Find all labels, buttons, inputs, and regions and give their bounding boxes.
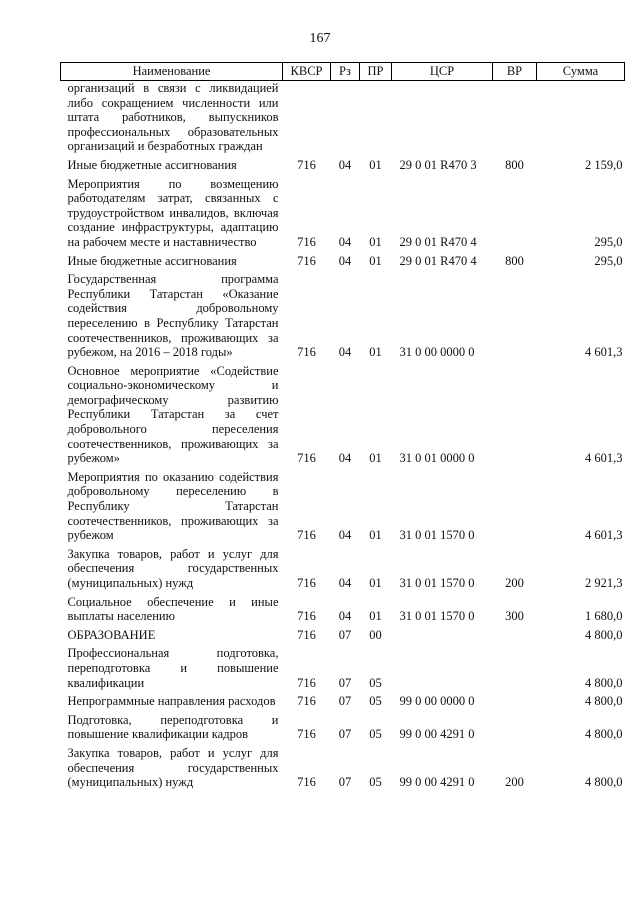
cell-rz: 04 bbox=[338, 528, 352, 543]
cell-name: Непрограммные направления расходов bbox=[67, 694, 276, 709]
cell-kvsr bbox=[283, 81, 331, 155]
cell-name: Мероприятия по возмещению работодателям затрат, связанных с трудоустройством инвалидов, включая создание инфраструктуры, адаптацию на рабочем месте и наставничество bbox=[67, 176, 279, 249]
cell-name: Государственная программа Республики Татарстан «Оказание содействия добровольному переселению в Республику Татарстан соотечественников, проживающих за рубежом, на 2016 – 2018 годы» bbox=[67, 272, 279, 360]
table-row bbox=[61, 81, 625, 155]
cell-csr: 31 0 00 0000 0 bbox=[399, 345, 475, 360]
cell-vr bbox=[493, 710, 537, 743]
cell-rz: 07 bbox=[338, 727, 352, 742]
cell-rz: 07 bbox=[338, 775, 352, 790]
table-row bbox=[61, 269, 625, 361]
table-row bbox=[61, 251, 625, 270]
cell-csr: 99 0 00 4291 0 bbox=[399, 727, 475, 742]
cell-vr bbox=[493, 643, 537, 691]
table-row bbox=[61, 467, 625, 544]
cell-pr: 01 bbox=[369, 345, 382, 360]
cell-pr: 01 bbox=[369, 234, 382, 249]
header-csr: ЦСР bbox=[392, 63, 493, 81]
cell-vr: 200 bbox=[505, 775, 524, 790]
table-row bbox=[61, 743, 625, 791]
cell-sum: 4 800,0 bbox=[585, 675, 623, 690]
cell-name: Иные бюджетные ассигнования bbox=[67, 157, 237, 172]
cell-kvsr: 716 bbox=[297, 253, 316, 268]
cell-vr: 200 bbox=[505, 576, 524, 590]
cell-rz: 07 bbox=[338, 627, 352, 642]
cell-pr: 05 bbox=[369, 727, 382, 742]
cell-csr: 31 0 01 1570 0 bbox=[399, 576, 475, 590]
cell-csr: 29 0 01 R470 3 bbox=[399, 157, 477, 172]
cell-rz: 04 bbox=[338, 234, 352, 249]
cell-csr: 29 0 01 R470 4 bbox=[399, 234, 477, 249]
cell-pr: 01 bbox=[369, 576, 382, 590]
cell-kvsr: 716 bbox=[297, 451, 316, 466]
cell-sum: 2 159,0 bbox=[585, 157, 623, 172]
table-header-row bbox=[61, 63, 625, 81]
cell-kvsr: 716 bbox=[297, 234, 316, 249]
cell-vr: 300 bbox=[505, 609, 524, 624]
cell-pr: 01 bbox=[369, 528, 382, 543]
cell-sum: 4 601,3 bbox=[585, 451, 623, 466]
cell-csr: 31 0 01 0000 0 bbox=[399, 451, 475, 466]
cell-sum bbox=[537, 81, 625, 155]
cell-vr: 800 bbox=[505, 253, 524, 268]
cell-sum: 4 601,3 bbox=[585, 345, 623, 360]
table-row bbox=[61, 174, 625, 251]
table-row bbox=[61, 592, 625, 625]
table-row bbox=[61, 643, 625, 691]
cell-csr: 99 0 00 0000 0 bbox=[399, 694, 475, 709]
cell-csr bbox=[392, 643, 493, 691]
cell-pr: 05 bbox=[369, 675, 382, 690]
cell-pr: 05 bbox=[369, 775, 382, 790]
cell-vr bbox=[493, 467, 537, 544]
cell-sum: 295,0 bbox=[594, 234, 623, 249]
cell-kvsr: 716 bbox=[297, 775, 316, 790]
cell-sum: 4 800,0 bbox=[585, 775, 623, 790]
table-row bbox=[61, 691, 625, 710]
cell-csr: 99 0 00 4291 0 bbox=[399, 775, 475, 790]
cell-rz bbox=[331, 81, 360, 155]
cell-rz: 04 bbox=[338, 609, 352, 624]
cell-csr: 31 0 01 1570 0 bbox=[399, 528, 475, 543]
cell-rz: 04 bbox=[338, 253, 352, 268]
cell-name: Мероприятия по оказанию содействия добровольному переселению в Республику Татарстан соотечественников, проживающих за рубежом bbox=[67, 469, 279, 543]
header-kvsr: КВСР bbox=[283, 63, 331, 81]
cell-pr: 00 bbox=[369, 627, 382, 642]
cell-rz: 07 bbox=[338, 675, 352, 690]
cell-sum: 295,0 bbox=[594, 253, 623, 268]
cell-sum: 1 680,0 bbox=[585, 609, 623, 624]
cell-pr: 01 bbox=[369, 451, 382, 466]
cell-csr bbox=[392, 81, 493, 155]
cell-sum: 4 601,3 bbox=[585, 528, 623, 543]
cell-vr bbox=[493, 691, 537, 710]
cell-rz: 04 bbox=[338, 345, 352, 360]
cell-pr: 01 bbox=[369, 609, 382, 624]
table-row bbox=[61, 710, 625, 743]
header-name: Наименование bbox=[61, 63, 283, 81]
cell-name: Закупка товаров, работ и услуг для обеспечения государственных (муниципальных) нужд bbox=[67, 745, 279, 790]
cell-kvsr: 716 bbox=[297, 675, 316, 690]
cell-name: Социальное обеспечение и иные выплаты населению bbox=[67, 594, 279, 624]
cell-vr bbox=[493, 269, 537, 361]
cell-vr bbox=[493, 625, 537, 644]
cell-name: организаций в связи с ликвидацией либо сокращением численности или штата работников, выпускников профессиональных образовательных организаций и безработных граждан bbox=[67, 81, 279, 154]
cell-csr: 31 0 01 1570 0 bbox=[399, 609, 475, 624]
table-row bbox=[61, 625, 625, 644]
header-vr: ВР bbox=[493, 63, 537, 81]
page-number: 167 bbox=[309, 31, 331, 46]
cell-kvsr: 716 bbox=[297, 694, 316, 709]
header-pr: ПР bbox=[360, 63, 392, 81]
table-row bbox=[61, 361, 625, 467]
cell-sum: 4 800,0 bbox=[585, 694, 623, 709]
cell-name: Профессиональная подготовка, переподготовка и повышение квалификации bbox=[67, 646, 279, 690]
cell-vr bbox=[493, 81, 537, 155]
cell-kvsr: 716 bbox=[297, 627, 316, 642]
cell-pr bbox=[360, 81, 392, 155]
cell-kvsr: 716 bbox=[297, 609, 316, 624]
cell-sum: 2 921,3 bbox=[585, 576, 623, 590]
header-sum: Сумма bbox=[537, 63, 625, 81]
header-rz: Рз bbox=[331, 63, 360, 81]
cell-kvsr: 716 bbox=[297, 576, 316, 590]
cell-rz: 04 bbox=[338, 157, 352, 172]
table-row bbox=[61, 544, 625, 592]
cell-kvsr: 716 bbox=[297, 157, 316, 172]
cell-name: ОБРАЗОВАНИЕ bbox=[67, 627, 156, 642]
cell-rz: 04 bbox=[338, 451, 352, 466]
table-row bbox=[61, 155, 625, 174]
cell-kvsr: 716 bbox=[297, 528, 316, 543]
cell-sum: 4 800,0 bbox=[585, 627, 623, 642]
cell-kvsr: 716 bbox=[297, 345, 316, 360]
cell-vr bbox=[493, 361, 537, 467]
cell-kvsr: 716 bbox=[297, 727, 316, 742]
cell-vr bbox=[493, 174, 537, 251]
table-body bbox=[61, 81, 625, 791]
cell-pr: 05 bbox=[369, 694, 382, 709]
cell-sum: 4 800,0 bbox=[585, 727, 623, 742]
cell-name: Закупка товаров, работ и услуг для обеспечения государственных (муниципальных) нужд bbox=[67, 546, 279, 590]
cell-name: Подготовка, переподготовка и повышение квалификации кадров bbox=[67, 712, 279, 742]
cell-pr: 01 bbox=[369, 157, 382, 172]
cell-name: Иные бюджетные ассигнования bbox=[67, 253, 237, 268]
cell-csr bbox=[392, 625, 493, 644]
cell-name: Основное мероприятие «Содействие социально-экономическому и демографическому развитию Республики Татарстан за счет добровольного переселения соотечественников, проживающих за рубежом» bbox=[67, 363, 279, 466]
cell-rz: 07 bbox=[338, 694, 352, 709]
budget-table bbox=[60, 62, 625, 791]
cell-rz: 04 bbox=[338, 576, 352, 590]
cell-csr: 29 0 01 R470 4 bbox=[399, 253, 477, 268]
cell-vr: 800 bbox=[505, 157, 524, 172]
cell-pr: 01 bbox=[369, 253, 382, 268]
